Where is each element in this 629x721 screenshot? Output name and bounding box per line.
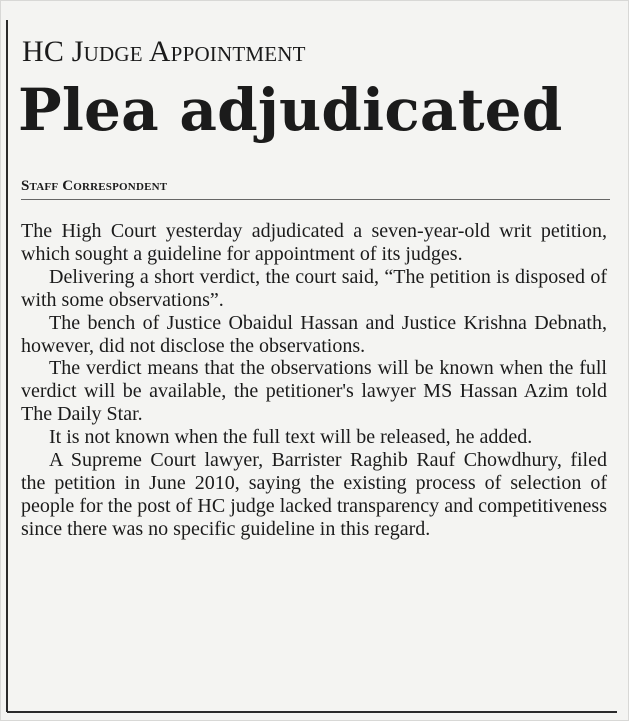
article-headline: Plea adjudicated xyxy=(18,76,563,144)
article-paragraph: It is not known when the full text will be released, he added. xyxy=(49,426,533,449)
article-paragraph: Delivering a short verdict, the court said, “The petition is disposed of with some observations”. xyxy=(21,265,607,311)
article-paragraph: The bench of Justice Obaidul Hassan and Justice Krishna Debnath, however, did not disclose the observations. xyxy=(21,311,607,357)
article-byline: Staff Correspondent xyxy=(21,178,168,194)
article-paragraph: A Supreme Court lawyer, Barrister Raghib Rauf Chowdhury, filed the petition in June 2010, saying the existing process of selection of people for the post of HC judge lacked transparency and competitiveness since there was no specific guideline in this regard. xyxy=(21,449,607,540)
article-body xyxy=(21,220,607,541)
article-paragraph: The verdict means that the observations will be known when the full verdict will be available, the petitioner's lawyer MS Hassan Azim told The Daily Star. xyxy=(21,357,607,426)
article-kicker: HC Judge Appointment xyxy=(22,35,306,68)
bottom-rule xyxy=(7,711,617,713)
article-paragraph: The High Court yesterday adjudicated a seven-year-old writ petition, which sought a guideline for appointment of its judges. xyxy=(21,220,607,265)
byline-divider xyxy=(21,199,610,200)
left-column-rule xyxy=(6,20,8,712)
